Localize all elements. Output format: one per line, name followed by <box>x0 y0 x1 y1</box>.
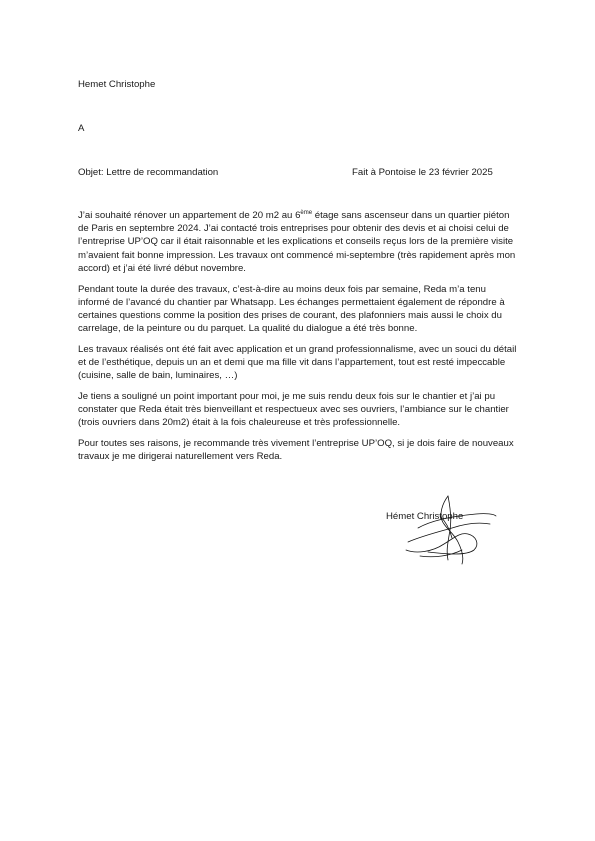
sender-name: Hemet Christophe <box>78 79 156 90</box>
paragraph-renovation-part2: étage sans ascenseur dans un quartier piéton de Paris en septembre 2024. J’ai contacté trois entreprises pour obtenir des devis et ai choisi celui de l’entreprise UP’OQ car il était raisonnable et les explications et conseils reçus lors de la première visite m’avaient fait bonne impression. Les travaux ont commencé mi-septembre (très rapidement après mon accord) et j’ai été livré début novembre. <box>78 210 516 274</box>
place-date: Fait à Pontoise le 23 février 2025 <box>352 167 493 178</box>
handwritten-signature <box>398 494 498 566</box>
paragraph-communication: Pendant toute la durée des travaux, c’est-à-dire au moins deux fois par semaine, Reda m’a tenu informé de l’avancé du chantier par Whatsapp. Les échanges permettaient également de répondre à certaines questions comme la position des prises de courant, des plafonniers mais aussi le choix du carrelage, de la peinture ou du parquet. La qualité du dialogue a été très bonne. <box>78 283 505 335</box>
paragraph-renovation-part1: J’ai souhaité rénover un appartement de 20 m2 au 6 <box>78 210 301 221</box>
signature-name: Hémet Christophe <box>386 511 464 522</box>
paragraph-site-visit: Je tiens a souligné un point important pour moi, je me suis rendu deux fois sur le chantier et j’ai pu constater que Reda était très bienveillant et respectueux avec ses ouvriers, l’ambiance sur le chantier (trois ouvriers dans 20m2) était à la fois chaleureuse et très professionnelle. <box>78 390 509 429</box>
subject-line: Objet: Lettre de recommandation <box>78 167 219 178</box>
letter-body <box>78 209 518 471</box>
recipient-line: A <box>78 123 85 134</box>
paragraph-quality: Les travaux réalisés ont été fait avec application et un grand professionnalisme, avec un souci du détail et de l’esthétique, depuis un an et demi que ma fille vit dans l’appartement, tout est resté impeccable (cuisine, salle de bain, luminaires, …) <box>78 343 517 382</box>
paragraph-renovation <box>78 209 518 275</box>
floor-superscript: ème <box>300 210 313 216</box>
paragraph-conclusion: Pour toutes ses raisons, je recommande très vivement l’entreprise UP’OQ, si je dois faire de nouveaux travaux je me dirigerai naturellement vers Reda. <box>78 438 514 463</box>
